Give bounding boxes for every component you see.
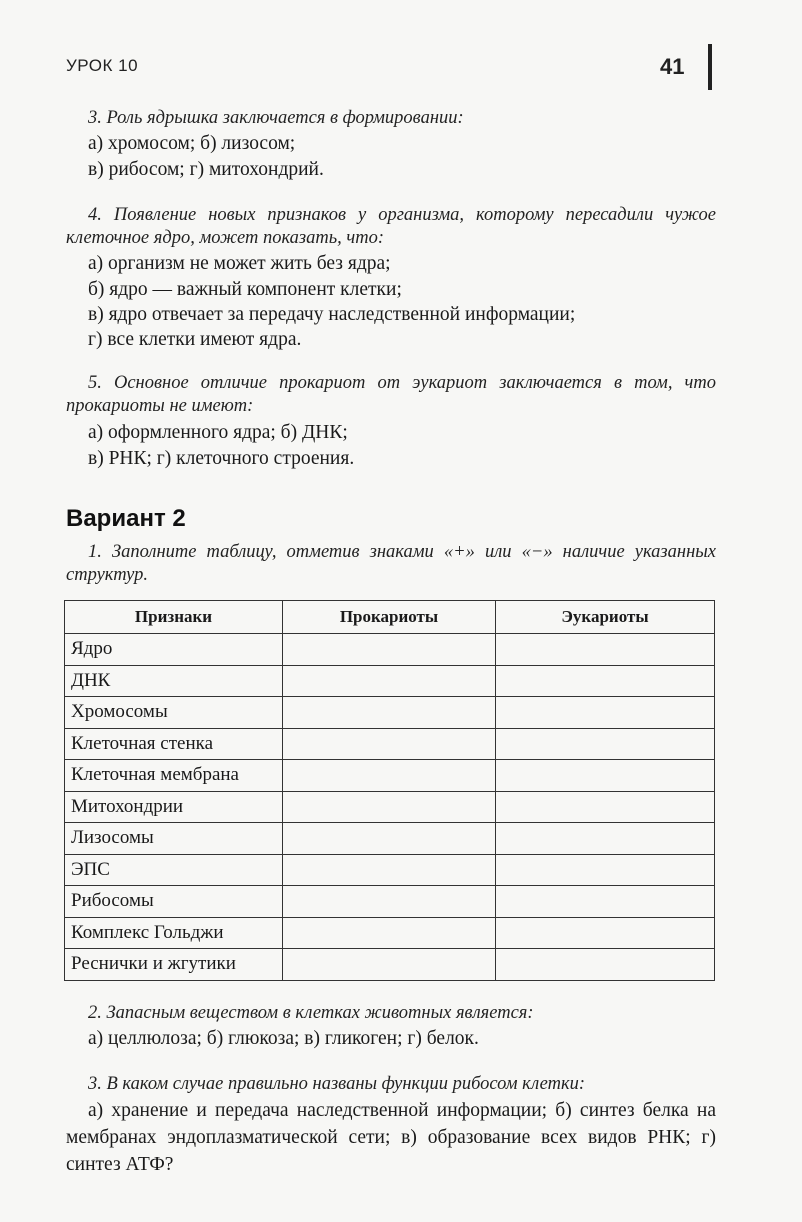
eukaryote-cell[interactable] [496,917,715,949]
eukaryote-cell[interactable] [496,760,715,792]
prokaryote-cell[interactable] [283,728,496,760]
eukaryote-cell[interactable] [496,665,715,697]
variant-heading: Вариант 2 [66,505,186,532]
question-4-title: 4. Появление новых признаков у организма, которому пересадили чужое клеточное ядро, может показать, что: [66,205,716,248]
lesson-label: УРОК 10 [66,56,139,75]
question-4-option-3: в) ядро отвечает за передачу наследственной информации; [88,304,576,325]
question-3-option-2: в) рибосом; г) митохондрий. [88,159,324,180]
question-4-option-1: а) организм не может жить без ядра; [88,253,391,274]
trait-cell: Рибосомы [65,886,283,918]
trait-cell: Клеточная стенка [65,728,283,760]
prokaryote-cell[interactable] [283,949,496,981]
prokaryote-cell[interactable] [283,665,496,697]
eukaryote-cell[interactable] [496,697,715,729]
variant2-question-2-option-1: а) целлюлоза; б) глюкоза; в) гликоген; г) белок. [88,1028,479,1049]
eukaryote-cell[interactable] [496,854,715,886]
variant2-task-1: 1. Заполните таблицу, отметив знаками «+» или «−» наличие указанных структур. [66,542,716,585]
table-row [65,665,715,697]
prokaryote-cell[interactable] [283,917,496,949]
header-prokaryotes: Прокариоты [283,601,496,634]
trait-cell: Комплекс Гольджи [65,917,283,949]
trait-cell: Лизосомы [65,823,283,855]
variant2-question-3-title: 3. В каком случае правильно названы функции рибосом клетки: [88,1074,586,1094]
prokaryote-cell[interactable] [283,760,496,792]
question-4-option-4: г) все клетки имеют ядра. [88,329,302,350]
header-rule [708,44,712,90]
variant2-question-2-title: 2. Запасным веществом в клетках животных является: [88,1003,534,1023]
question-3-option-1: а) хромосом; б) лизосом; [88,133,296,154]
prokaryote-cell[interactable] [283,634,496,666]
table-header-row [65,601,715,634]
trait-cell: ЭПС [65,854,283,886]
prokaryote-cell[interactable] [283,823,496,855]
trait-cell: ДНК [65,665,283,697]
table-row [65,634,715,666]
question-5-option-2: в) РНК; г) клеточного строения. [88,448,355,469]
table-row [65,791,715,823]
table-row [65,949,715,981]
table-row [65,697,715,729]
prokaryote-cell[interactable] [283,791,496,823]
prokaryote-cell[interactable] [283,697,496,729]
trait-cell: Хромосомы [65,697,283,729]
question-4-option-2: б) ядро — важный компонент клетки; [88,279,402,300]
question-5-option-1: а) оформленного ядра; б) ДНК; [88,422,348,443]
header-eukaryotes: Эукариоты [496,601,715,634]
prokaryote-cell[interactable] [283,854,496,886]
question-5-title: 5. Основное отличие прокариот от эукариот заключается в том, что прокариоты не имеют: [66,373,716,416]
traits-table [64,600,715,981]
table-row [65,917,715,949]
trait-cell: Реснички и жгутики [65,949,283,981]
table-row [65,854,715,886]
eukaryote-cell[interactable] [496,728,715,760]
table-row [65,886,715,918]
eukaryote-cell[interactable] [496,823,715,855]
table-row [65,823,715,855]
eukaryote-cell[interactable] [496,949,715,981]
eukaryote-cell[interactable] [496,791,715,823]
variant2-question-3-body: а) хранение и передача наследственной информации; б) синтез белка на мембранах эндоплазматической сети; в) образование всех видов РНК; г) синтез АТФ? [66,1100,716,1175]
trait-cell: Ядро [65,634,283,666]
question-3-title: 3. Роль ядрышка заключается в формировании: [88,108,464,128]
page-number: 41 [660,54,685,79]
trait-cell: Клеточная мембрана [65,760,283,792]
table-row [65,760,715,792]
header-traits: Признаки [65,601,283,634]
trait-cell: Митохондрии [65,791,283,823]
table-row [65,728,715,760]
eukaryote-cell[interactable] [496,634,715,666]
eukaryote-cell[interactable] [496,886,715,918]
prokaryote-cell[interactable] [283,886,496,918]
